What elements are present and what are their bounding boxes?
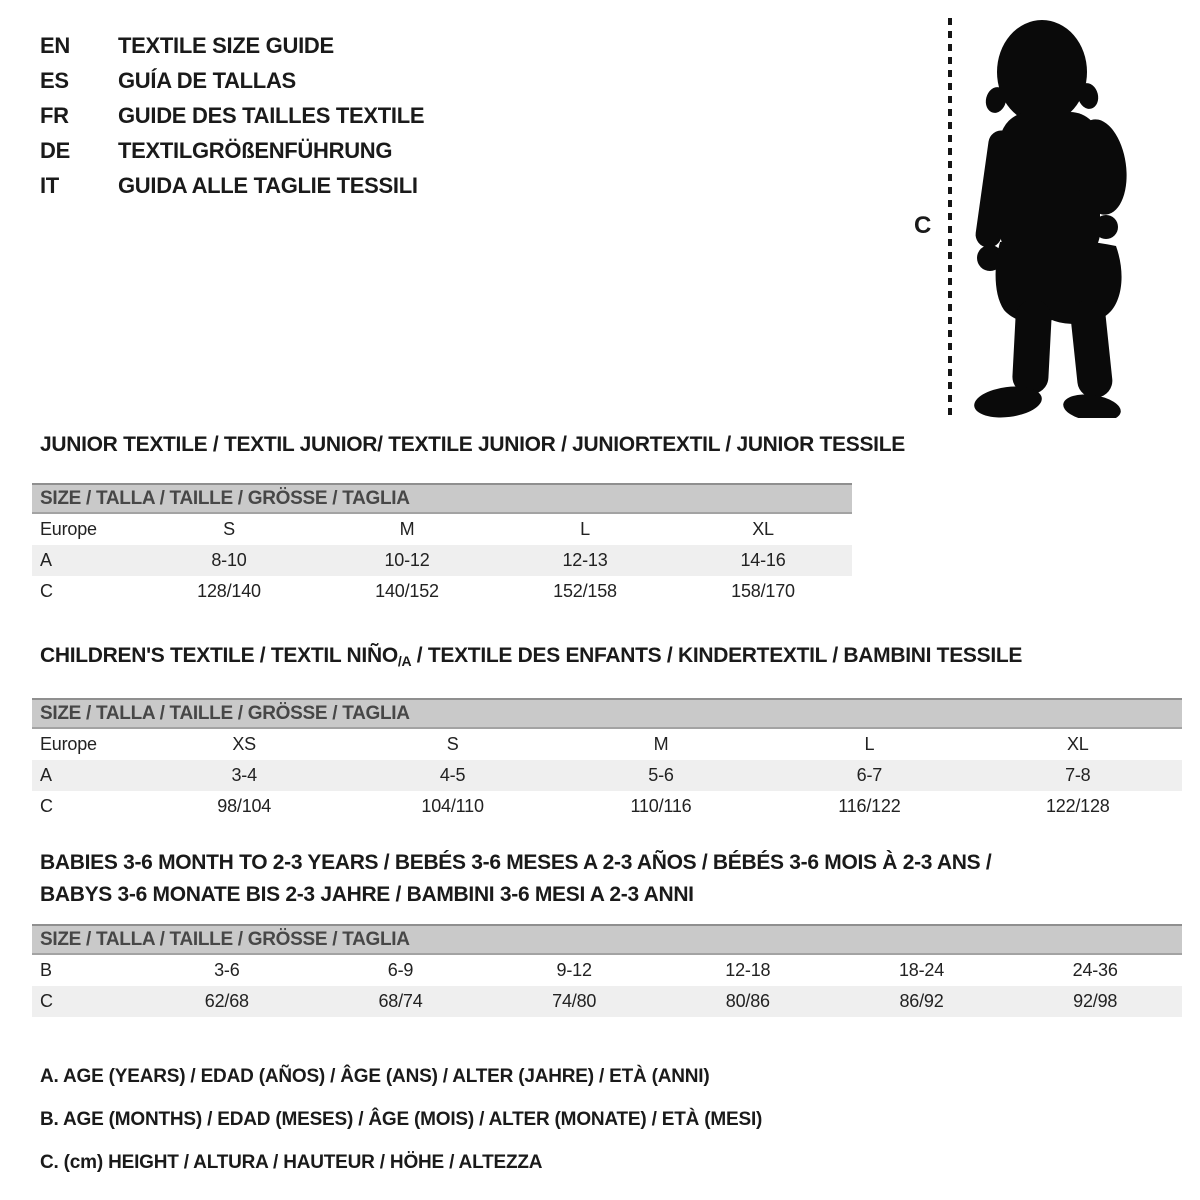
table-row [32, 729, 1182, 760]
table-body [32, 729, 1182, 822]
table-row [32, 955, 1182, 986]
table-cell: 12-18 [725, 960, 771, 980]
legend-age-years: A. AGE (YEARS) / EDAD (AÑOS) / ÂGE (ANS) / ALTER (JAHRE) / ETÀ (ANNI) [40, 1066, 710, 1087]
table-cell: 9-12 [556, 960, 592, 980]
row-label: C [40, 581, 53, 601]
size-header-bar: SIZE / TALLA / TAILLE / GRÖSSE / TAGLIA [32, 924, 1182, 955]
language-code: DE [40, 137, 70, 163]
language-row [40, 168, 424, 203]
table-cell: L [864, 734, 875, 754]
table-cell: 98/104 [217, 796, 272, 816]
section-title-line: BABIES 3-6 MONTH TO 2-3 YEARS / BEBÉS 3-6 MESES A 2-3 AÑOS / BÉBÉS 3-6 MOIS À 2-3 ANS / [40, 851, 992, 874]
language-row [40, 28, 424, 63]
table-cell: 3-6 [214, 960, 240, 980]
table-cell: 116/122 [838, 796, 901, 816]
table-cell: 68/74 [378, 991, 423, 1011]
table-cell: 14-16 [740, 550, 786, 570]
table-cell: 4-5 [439, 765, 466, 785]
table-cell: L [580, 519, 590, 539]
table-cell: 80/86 [725, 991, 770, 1011]
language-code: EN [40, 32, 70, 58]
guide-title: GUIDE DES TAILLES TEXTILE [118, 102, 425, 128]
table-cell: 74/80 [552, 991, 597, 1011]
guide-title: TEXTILGRÖßENFÜHRUNG [118, 137, 393, 163]
table-row [32, 986, 1182, 1017]
table-cell: 24-36 [1072, 960, 1118, 980]
table-cell: 62/68 [204, 991, 249, 1011]
table-row [32, 576, 852, 607]
table-cell: 128/140 [197, 581, 261, 601]
section-title-part: / TEXTILE DES ENFANTS / KINDERTEXTIL / BAMBINI TESSILE [411, 644, 1023, 667]
table-body [32, 955, 1182, 1017]
table-cell: S [446, 734, 459, 754]
table-cell: 86/92 [899, 991, 944, 1011]
language-row [40, 63, 424, 98]
legend-height-cm: C. (cm) HEIGHT / ALTURA / HAUTEUR / HÖHE / ALTEZZA [40, 1152, 543, 1173]
language-code: IT [40, 172, 59, 198]
table-cell: XL [752, 519, 774, 539]
legend-age-months: B. AGE (MONTHS) / EDAD (MESES) / ÂGE (MOIS) / ALTER (MONATE) / ETÀ (MESI) [40, 1109, 763, 1130]
table-cell: 92/98 [1073, 991, 1118, 1011]
row-label: C [40, 991, 53, 1011]
language-row [40, 133, 424, 168]
table-cell: 6-7 [856, 765, 883, 785]
section-junior-textile [32, 433, 905, 607]
section-title-subscript: /A [397, 653, 412, 669]
table-cell: 152/158 [553, 581, 617, 601]
table-cell: 18-24 [898, 960, 945, 980]
table-cell: 3-4 [231, 765, 257, 785]
section-title-line: BABYS 3-6 MONATE BIS 2-3 JAHRE / BAMBINI 3-6 MESI A 2-3 ANNI [40, 883, 694, 906]
language-code: ES [40, 67, 69, 93]
section-title-part: CHILDREN'S TEXTILE / TEXTIL NIÑO [40, 644, 398, 667]
table-cell: 7-8 [1065, 765, 1091, 785]
table-row [32, 514, 852, 545]
guide-title: GUIDA ALLE TAGLIE TESSILI [118, 172, 418, 198]
size-table [32, 924, 1182, 1017]
measurement-legend [40, 1066, 762, 1195]
table-cell: XL [1066, 734, 1089, 754]
language-row [40, 98, 424, 133]
table-cell: 122/128 [1045, 796, 1110, 816]
row-label: Europe [40, 519, 97, 539]
table-cell: 5-6 [648, 765, 674, 785]
row-label: A [40, 550, 52, 570]
table-cell: 12-13 [562, 550, 608, 570]
table-cell: XS [232, 734, 256, 754]
size-table [32, 698, 1182, 822]
section-title [40, 644, 1182, 673]
section-childrens-textile [32, 644, 1182, 822]
table-row [32, 760, 1182, 791]
table-cell: 6-9 [387, 960, 414, 980]
table-row [32, 791, 1182, 822]
table-cell: 8-10 [211, 550, 247, 570]
row-label: A [40, 765, 52, 785]
language-code: FR [40, 102, 69, 128]
size-table [32, 483, 852, 607]
table-cell: 110/116 [630, 796, 692, 816]
height-dashed-line [948, 18, 952, 416]
size-header-bar: SIZE / TALLA / TAILLE / GRÖSSE / TAGLIA [32, 483, 852, 514]
table-cell: 158/170 [731, 581, 795, 601]
size-header-bar: SIZE / TALLA / TAILLE / GRÖSSE / TAGLIA [32, 698, 1182, 729]
row-label: B [40, 960, 52, 980]
section-babies-textile [32, 847, 1182, 1017]
table-row [32, 545, 852, 576]
row-label: Europe [40, 734, 97, 754]
child-silhouette-icon [958, 12, 1144, 418]
table-cell: 140/152 [375, 581, 439, 601]
row-label: C [40, 796, 53, 816]
guide-title: GUÍA DE TALLAS [118, 67, 296, 93]
section-title: JUNIOR TEXTILE / TEXTIL JUNIOR/ TEXTILE JUNIOR / JUNIORTEXTIL / JUNIOR TESSILE [40, 433, 905, 456]
table-cell: M [653, 734, 669, 754]
height-measure-label: C [914, 212, 932, 239]
section-title [40, 847, 1182, 911]
table-cell: 10-12 [384, 550, 430, 570]
table-cell: 104/110 [421, 796, 484, 816]
table-body [32, 514, 852, 607]
guide-title: TEXTILE SIZE GUIDE [118, 32, 334, 58]
table-cell: M [399, 519, 415, 539]
language-title-list [40, 28, 424, 203]
table-cell: S [223, 519, 235, 539]
